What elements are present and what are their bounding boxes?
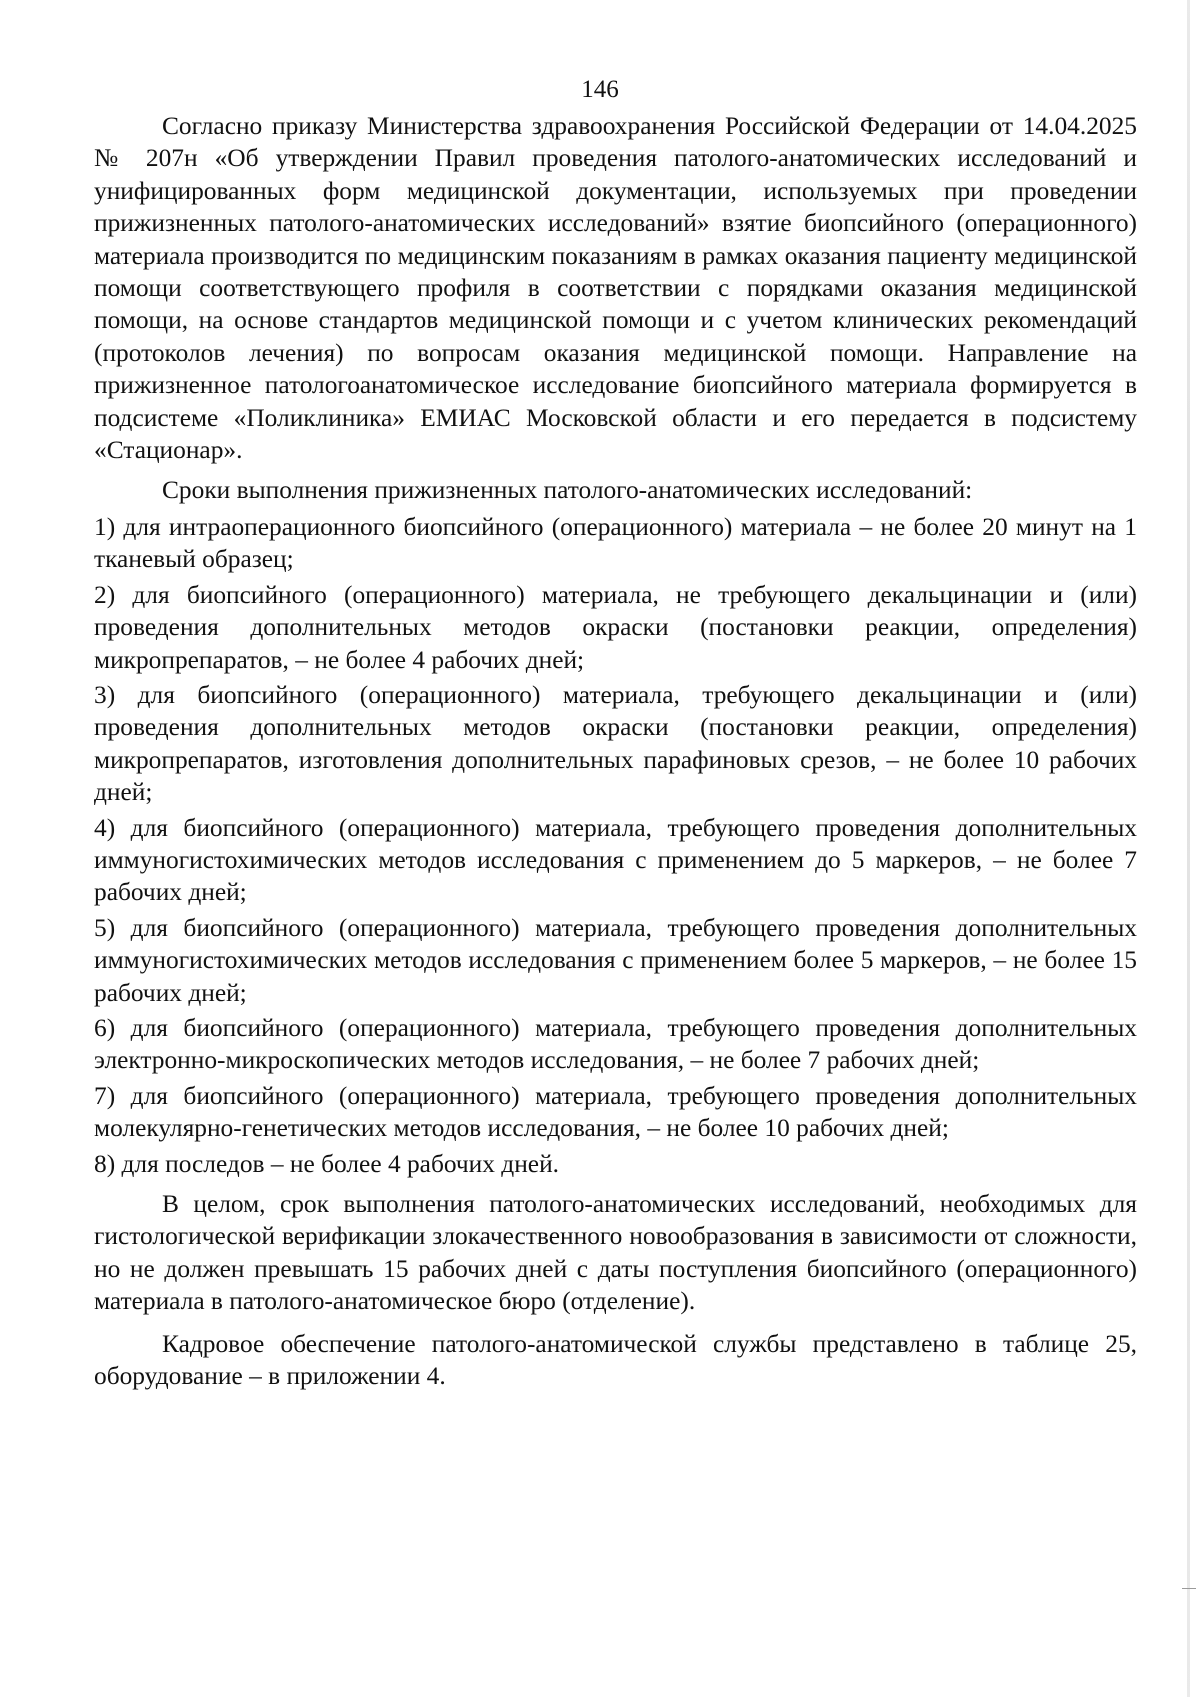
list-item: 4) для биопсийного (операционного) материала, требующего проведения дополнительных иммуногистохимических методов исследования с применением до 5 маркеров, – не более 7 рабочих дней; (94, 813, 1137, 907)
terms-list (94, 511, 1137, 1180)
document-body (94, 110, 1137, 1392)
list-item: 1) для интраоперационного биопсийного (операционного) материала – не более 20 минут на 1 тканевый образец; (94, 512, 1137, 574)
terms-heading: Сроки выполнения прижизненных патолого-анатомических исследований: (162, 476, 973, 505)
scan-edge-line (1187, 0, 1190, 1697)
list-item: 7) для биопсийного (операционного) материала, требующего проведения дополнительных молекулярно-генетических методов исследования, – не более 10 рабочих дней; (94, 1081, 1137, 1143)
list-item: 5) для биопсийного (операционного) материала, требующего проведения дополнительных иммуногистохимических методов исследования с применением более 5 маркеров, – не более 15 рабочих дней; (94, 913, 1137, 1007)
list-item: 2) для биопсийного (операционного) материала, не требующего декальцинации и (или) проведения дополнительных методов окраски (постановки реакции, определения) микропрепаратов, – не более 4 рабочих дней; (94, 580, 1137, 674)
intro-paragraph: Согласно приказу Министерства здравоохранения Российской Федерации от 14.04.2025 № 207н «Об утверждении Правил проведения патолого-анатомических исследований и унифицированных форм медицинской документации, используемых при проведении прижизненных патолого-анатомических исследований» взятие биопсийного (операционного) материала производится по медицинским показаниям в рамках оказания пациенту медицинской помощи соответствующего профиля в соответствии с порядками оказания медицинской помощи, на основе стандартов медицинской помощи и с учетом клинических рекомендаций (протоколов лечения) по вопросам оказания медицинской помощи. Направление на прижизненное патологоанатомическое исследование биопсийного материала формируется в подсистеме «Поликлиника» ЕМИАС Московской области и его передается в подсистему «Стационар». (94, 112, 1137, 465)
page-number: 146 (581, 76, 619, 103)
list-item: 8) для последов – не более 4 рабочих дней. (94, 1149, 560, 1178)
scan-edge-tick (1182, 1588, 1196, 1589)
summary-paragraph: В целом, срок выполнения патолого-анатомических исследований, необходимых для гистологической верификации злокачественного новообразования в зависимости от сложности, но не должен превышать 15 рабочих дней с даты поступления биопсийного (операционного) материала в патолого-анатомическое бюро (отделение). (94, 1190, 1137, 1316)
list-item: 3) для биопсийного (операционного) материала, требующего декальцинации и (или) проведения дополнительных методов окраски (постановки реакции, определения) микропрепаратов, изготовления дополнительных парафиновых срезов, – не более 10 рабочих дней; (94, 680, 1137, 807)
staffing-paragraph: Кадровое обеспечение патолого-анатомической службы представлено в таблице 25, оборудование – в приложении 4. (94, 1329, 1137, 1391)
list-item: 6) для биопсийного (операционного) материала, требующего проведения дополнительных электронно-микроскопических методов исследования, – не более 7 рабочих дней; (94, 1013, 1137, 1075)
